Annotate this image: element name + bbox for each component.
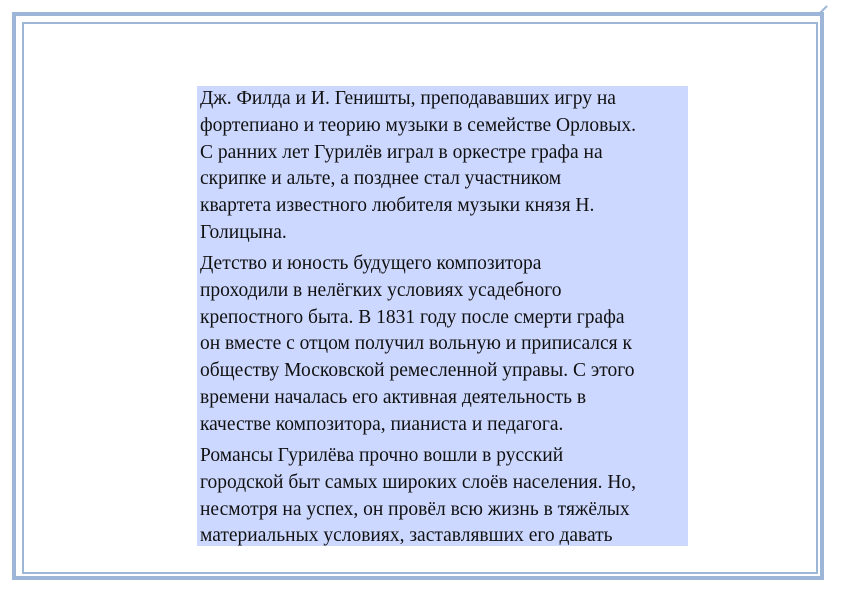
text-line: С ранних лет Гурилёв играл в оркестре графа на [200,141,603,163]
text-block [197,86,688,546]
paragraph [200,443,685,546]
text-line: скрипке и альте, а позднее стал участником [200,168,562,190]
text-line: материальных условиях, заставлявших его давать [200,525,613,546]
text-line: крепостного быта. В 1831 году после смерти графа [200,306,625,328]
text-line: качестве композитора, пианиста и педагога. [200,413,564,435]
text-line: несмотря на успех, он провёл всю жизнь в тяжёлых [200,498,630,520]
text-line: Детство и юность будущего композитора [200,253,542,275]
text-line: обществу Московской ремесленной управы. С этого [200,360,635,382]
text-line: времени началась его активная деятельность в [200,387,587,409]
paragraph [200,86,685,247]
text-line: городской быт самых широких слоёв населения. Но, [200,471,637,493]
text-line: проходили в нелёгких условиях усадебного [200,279,562,301]
text-line: фортепиано и теорию музыки в семействе Орловых. [200,114,637,136]
text-line: квартета известного любителя музыки князя Н. [200,195,595,217]
text-line: Дж. Филда и И. Геништы, преподававших игру на [200,88,616,109]
text-line: он вместе с отцом получил вольную и приписался к [200,333,632,355]
text-line: Голицына. [200,221,287,243]
paragraph [200,251,685,439]
text-line: Романсы Гурилёва прочно вошли в русский [200,444,564,466]
